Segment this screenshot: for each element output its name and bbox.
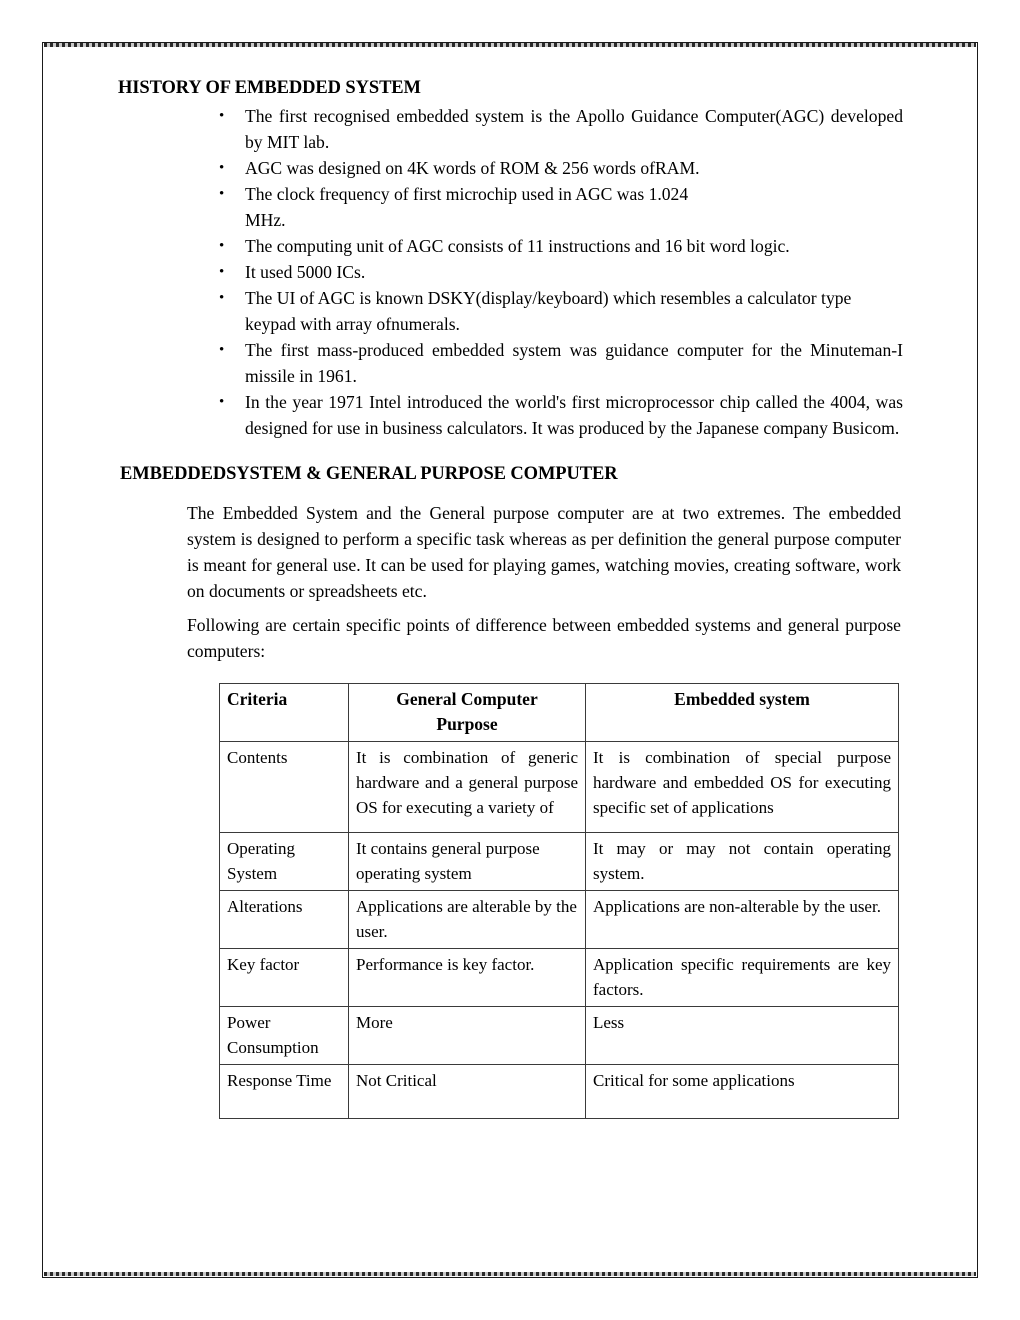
cell-general: It contains general purpose operating system [349,833,586,891]
table-header-row [220,684,899,742]
cell-criteria: Key factor [220,949,349,1007]
bullet-point-icon: • [219,290,225,306]
cell-embedded: Application specific requirements are key factors. [586,949,899,1007]
cell-criteria: Alterations [220,891,349,949]
bullet-point-icon: • [219,186,225,202]
list-item-text: The first recognised embedded system is the Apollo Guidance Computer(AGC) developed by MIT lab. [245,106,903,152]
cell-embedded: It may or may not contain operating system. [586,833,899,891]
bullet-point-icon: • [219,160,225,176]
cell-general: Performance is key factor. [349,949,586,1007]
cell-embedded: Less [586,1007,899,1065]
list-item [219,181,705,233]
list-item [219,285,903,337]
cell-criteria: Operating System [220,833,349,891]
page-border-bottom-scan-artifact [44,1272,976,1276]
list-item-text: The clock frequency of first microchip used in AGC was 1.024 MHz. [245,184,689,230]
column-header-general-line2: Purpose [436,714,498,734]
cell-criteria: Contents [220,742,349,833]
column-header-general-line1: General Computer [396,689,538,709]
list-item-text: AGC was designed on 4K words of ROM & 256 words ofRAM. [245,158,700,178]
table-row [220,1065,899,1119]
table-row [220,833,899,891]
list-item [219,337,903,389]
list-item-text: The UI of AGC is known DSKY(display/keyboard) which resembles a calculator type keypad with array ofnumerals. [245,288,852,334]
list-item [219,103,903,155]
table-row [220,1007,899,1065]
list-item [219,155,903,181]
cell-embedded: It is combination of special purpose hardware and embedded OS for executing specific set of applications [586,742,899,833]
table-row [220,891,899,949]
bullet-point-icon: • [219,342,225,358]
column-header-embedded-system: Embedded system [586,684,899,742]
cell-general: It is combination of generic hardware and a general purpose OS for executing a variety of [349,742,586,833]
column-header-general-computer-purpose [349,684,586,742]
list-item-text: In the year 1971 Intel introduced the world's first microprocessor chip called the 4004, was designed for use in business calculators. It was produced by the Japanese company Busicom. [245,392,903,438]
cell-criteria: Response Time [220,1065,349,1119]
bullet-point-icon: • [219,108,225,124]
list-item [219,259,903,285]
cell-criteria: Power Consumption [220,1007,349,1065]
list-item [219,233,903,259]
list-item-text: The computing unit of AGC consists of 11 instructions and 16 bit word logic. [245,236,790,256]
list-item [219,389,903,441]
bullet-point-icon: • [219,394,225,410]
cell-general: Applications are alterable by the user. [349,891,586,949]
bullet-point-icon: • [219,238,225,254]
table-row [220,949,899,1007]
cell-general: More [349,1007,586,1065]
heading-history-of-embedded-system: HISTORY OF EMBEDDED SYSTEM [118,78,421,98]
cell-embedded: Applications are non-alterable by the user. [586,891,899,949]
comparison-table [219,683,899,1119]
column-header-criteria: Criteria [220,684,349,742]
page-border-top-scan-artifact [44,43,976,47]
history-bullet-list [219,103,903,441]
cell-general: Not Critical [349,1065,586,1119]
bullet-point-icon: • [219,264,225,280]
cell-embedded: Critical for some applications [586,1065,899,1119]
list-item-text: The first mass-produced embedded system was guidance computer for the Minuteman-I missile in 1961. [245,340,903,386]
paragraph-embedded-vs-general-intro: The Embedded System and the General purpose computer are at two extremes. The embedded system is designed to perform a specific task whereas as per definition the general purpose computer is meant for general use. It can be used for playing games, watching movies, creating software, work on documents or spreadsheets etc. [187,503,901,601]
paragraph-following-points-of-difference: Following are certain specific points of difference between embedded systems and general purpose computers: [187,615,901,661]
table-row [220,742,899,833]
heading-embedded-vs-general-purpose: EMBEDDEDSYSTEM & GENERAL PURPOSE COMPUTER [120,464,618,484]
list-item-text: It used 5000 ICs. [245,262,366,282]
